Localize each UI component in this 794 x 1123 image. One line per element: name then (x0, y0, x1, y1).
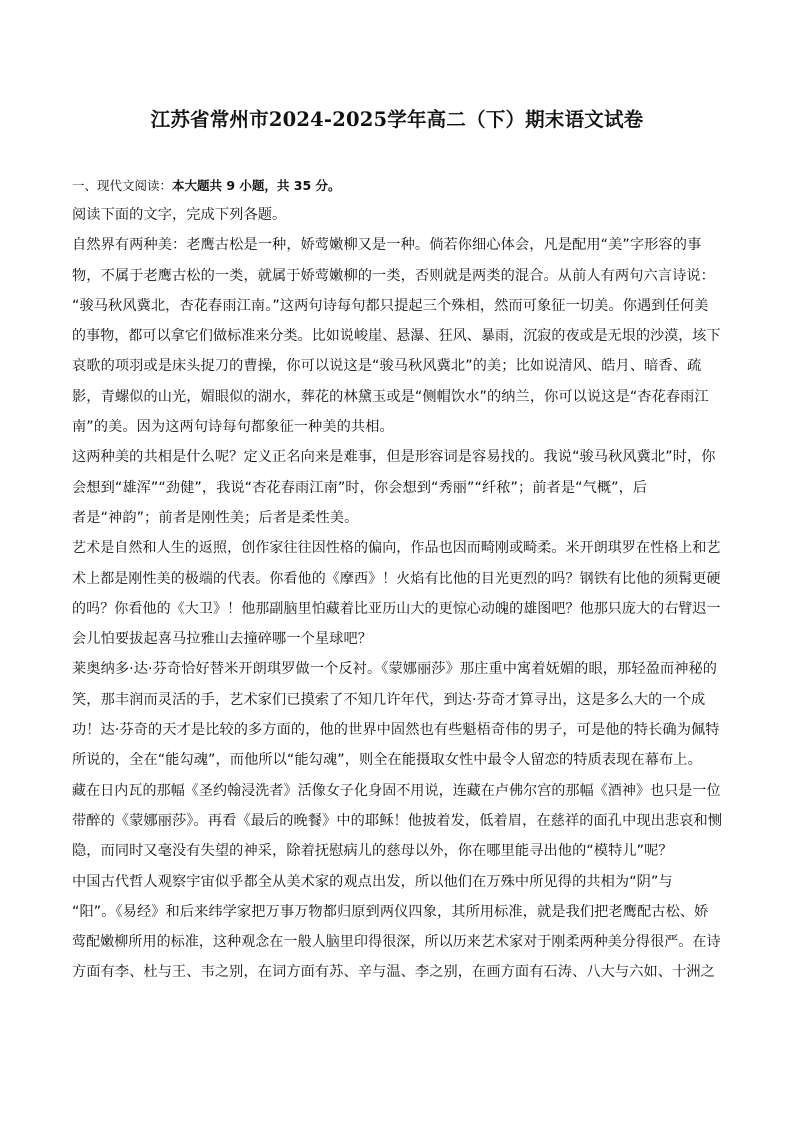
text-line: 影，青螺似的山光，媚眼似的湖水，葬花的林黛玉或是“侧帽饮水”的纳兰，你可以说这是“杏花春雨江 (72, 388, 709, 405)
text-line: “骏马秋风冀北，杏花春雨江南。”这两句诗每句都只提起三个殊相，然而可象征一切美。你遇到任何美 (72, 297, 709, 314)
section-prefix: 一、现代文阅读： (72, 178, 173, 193)
text-line: 术上都是刚性美的极端的代表。你看他的《摩西》！火焰有比他的目光更烈的吗？钢铁有比他的须髯更硬 (72, 570, 721, 587)
text-line: 藏在日内瓦的那幅《圣约翰浸洗者》活像女子化身固不用说，连藏在卢佛尔宫的那幅《酒神》也只是一位 (72, 782, 721, 799)
text-line: 的事物，都可以拿它们做标准来分类。比如说峻崖、悬瀑、狂风、暴雨，沉寂的夜或是无垠的沙漠，垓下 (72, 328, 721, 345)
text-line: 莺配嫩柳所用的标准，这种观念在一般人脑里印得很深，所以历来艺术家对于刚柔两种美分得很严。在诗 (72, 934, 721, 951)
text-line: 自然界有两种美：老鹰古松是一种，娇莺嫩柳又是一种。倘若你细心体会，凡是配用“美”字形容的事 (72, 237, 702, 254)
page-title: 江苏省常州市2024-2025学年高二（下）期末语文试卷 (150, 108, 644, 131)
text-line: 这两种美的共相是什么呢？定义正名向来是难事，但是形容词是容易找的。我说“骏马秋风冀北”时，你 (72, 449, 716, 466)
text-line: 的吗？你看他的《大卫》！他那副脑里怕藏着比亚历山大的更惊心动魄的雄图吧？他那只庞大的右臂迟一 (72, 600, 721, 617)
text-line: 莱奥纳多·达·芬奇恰好替米开朗琪罗做一个反衬。《蒙娜丽莎》那庄重中寓着妩媚的眼，那轻盈而神秘的 (72, 661, 718, 678)
text-line: 方面有李、杜与王、韦之别，在词方面有苏、辛与温、李之别，在画方面有石涛、八大与六如、十洲之 (72, 964, 715, 981)
text-line: 中国古代哲人观察宇宙似乎都全从美术家的观点出发，所以他们在万殊中所见得的共相为“阴”与 (72, 873, 673, 890)
section-heading (72, 176, 341, 194)
text-line: 物，不属于老鹰古松的一类，就属于娇莺嫩柳的一类，否则就是两类的混合。从前人有两句六言诗说： (72, 267, 715, 284)
text-line: 所说的，全在“能勾魂”，而他所以“能勾魂”，则全在能摄取女性中最令人留恋的特质表现在幕布上。 (72, 752, 702, 769)
text-line: 会想到“雄浑”“劲健”，我说“杏花春雨江南”时，你会想到“秀丽”“纤秾”；前者是“气概”，后 (72, 479, 648, 496)
text-line: 笑，那丰润而灵活的手，艺术家们已摸索了不知几许年代，到达·芬奇才算寻出，这是多么大的一个成 (72, 691, 706, 708)
text-line: 艺术是自然和人生的返照，创作家往往因性格的偏向，作品也因而畸刚或畸柔。米开朗琪罗在性格上和艺 (72, 540, 721, 557)
text-line: “阳”。《易经》和后来纬学家把万事万物都归原到两仪四象，其所用标准，就是我们把老鹰配古松、娇 (72, 903, 709, 920)
text-line: 隐，而同时又毫没有失望的神采，除着抚慰病儿的慈母以外，你在哪里能寻出他的“模特儿”呢？ (72, 843, 673, 860)
reading-passage (72, 200, 723, 988)
text-line: 南”的美。因为这两句诗每句都象征一种美的共相。 (72, 419, 394, 436)
text-line: 者是“神韵”；前者是刚性美；后者是柔性美。 (72, 509, 359, 526)
text-line: 会儿怕要拔起喜马拉雅山去撞碎哪一个星球吧？ (72, 631, 373, 648)
text-line: 功！达·芬奇的天才是比较的多方面的，他的世界中固然也有些魁梧奇伟的男子，可是他的特长确为佩特 (72, 722, 720, 739)
section-info: 本大题共 9 小题，共 35 分。 (172, 178, 341, 193)
text-line: 哀歌的项羽或是床头捉刀的曹操，你可以说这是“骏马秋风冀北”的美；比如说清风、皓月、暗香、疏 (72, 358, 702, 375)
text-line: 带醉的《蒙娜丽莎》。再看《最后的晚餐》中的耶稣！他披着发，低着眉，在慈祥的面孔中现出悲哀和恻 (72, 812, 723, 829)
text-line: 阅读下面的文字，完成下列各题。 (72, 207, 287, 223)
